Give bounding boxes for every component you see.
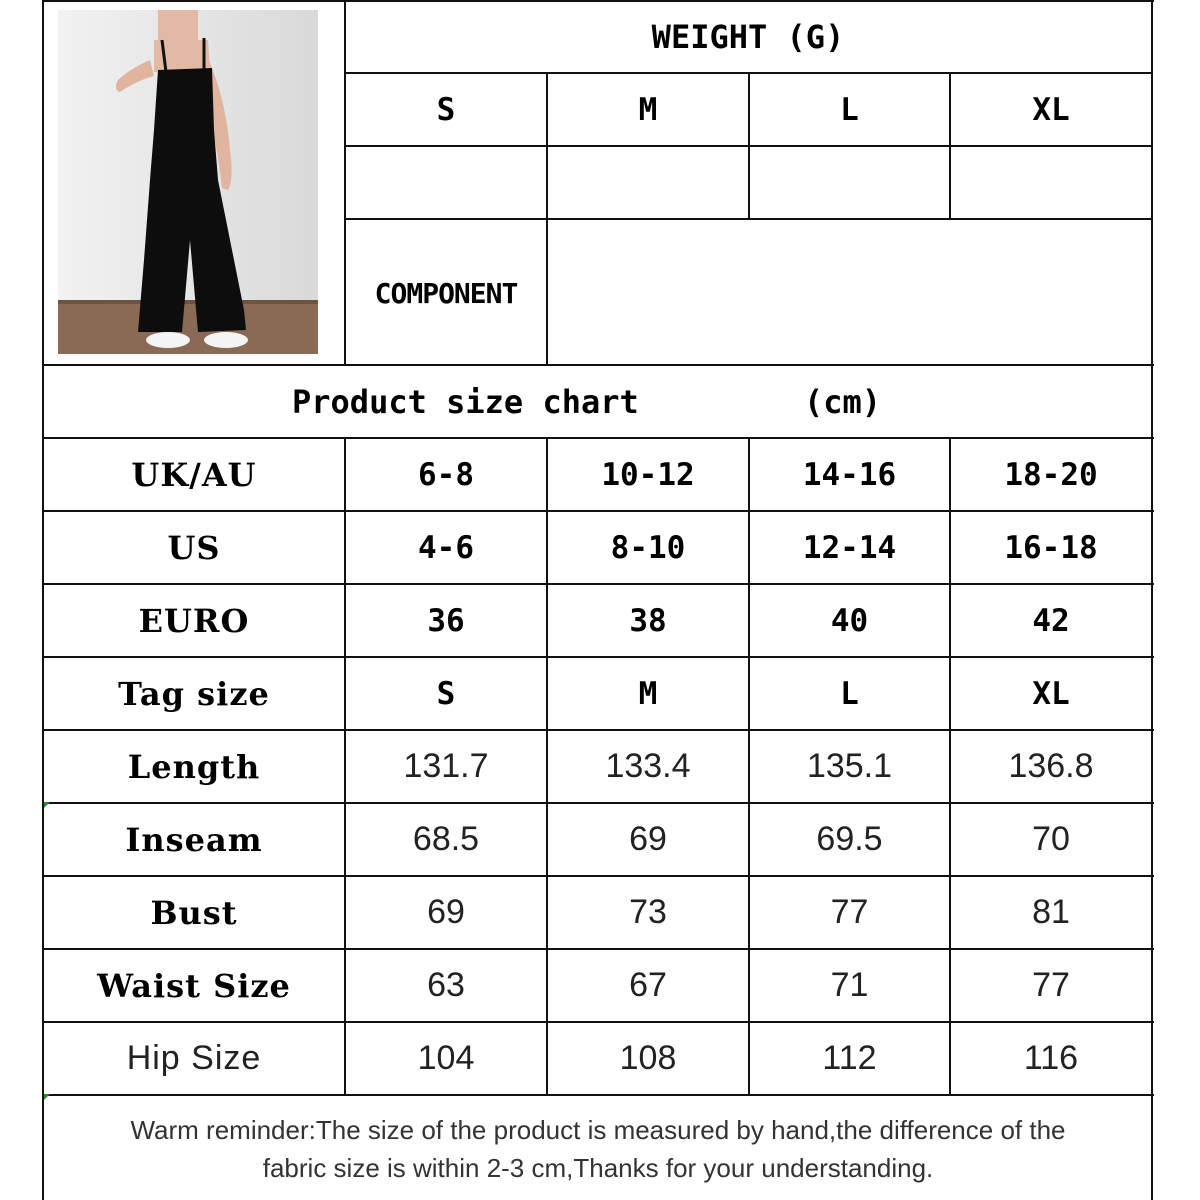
table-cell: 116 (1023, 1039, 1079, 1077)
table-cell: 73 (629, 893, 667, 931)
table-cell: 108 (619, 1039, 677, 1077)
corner-mark (44, 1094, 50, 1100)
table-cell: 14-16 (802, 456, 897, 493)
table-cell: 69 (629, 820, 667, 858)
weight-size-s: S (436, 91, 456, 128)
size-chart-unit: (cm) (804, 382, 882, 421)
row-label: Bust (150, 893, 238, 932)
table-cell: M (638, 675, 658, 712)
size-chart-table (42, 0, 1154, 1200)
row-label: Hip Size (126, 1039, 262, 1077)
size-chart-title-row (44, 366, 1151, 437)
weight-value-s (346, 147, 546, 218)
table-cell: 112 (822, 1039, 877, 1077)
weight-size-l: L (840, 91, 859, 128)
weight-value-xl (951, 147, 1151, 218)
row-label: US (167, 528, 221, 567)
table-cell: S (436, 675, 456, 712)
table-cell: 68.5 (412, 820, 480, 858)
table-cell: L (840, 675, 859, 712)
warm-reminder-line-1: Warm reminder:The size of the product is measured by hand,the difference of the (130, 1115, 1066, 1145)
table-cell: 12-14 (802, 529, 897, 566)
table-cell: 77 (830, 893, 869, 931)
table-cell: 38 (629, 602, 667, 639)
weight-size-xl: XL (1032, 91, 1070, 128)
weight-title: WEIGHT (G) (651, 18, 845, 56)
table-cell: 69.5 (816, 820, 883, 858)
table-cell: 135.1 (806, 747, 893, 785)
table-cell: 36 (427, 602, 465, 639)
table-cell: 133.4 (605, 747, 691, 785)
warm-reminder-line-2: fabric size is within 2-3 cm,Thanks for your understanding. (262, 1153, 934, 1183)
row-label: Tag size (118, 674, 270, 713)
table-cell: 136.8 (1008, 747, 1094, 785)
table-cell: 131.7 (403, 747, 489, 785)
size-chart-title: Product size chart (292, 382, 639, 421)
table-cell: 70 (1032, 820, 1070, 858)
table-cell: 67 (629, 966, 667, 1004)
table-cell: 4-6 (418, 529, 474, 566)
weight-size-m: M (638, 91, 658, 128)
component-label: COMPONENT (374, 276, 518, 310)
table-cell: 42 (1032, 602, 1070, 639)
table-cell: 69 (427, 893, 465, 931)
table-cell: 63 (427, 966, 465, 1004)
weight-value-m (548, 147, 748, 218)
table-cell: 18-20 (1004, 456, 1098, 493)
table-cell: 10-12 (601, 456, 695, 493)
weight-value-l (750, 147, 949, 218)
table-cell: 104 (417, 1039, 475, 1077)
table-cell: 16-18 (1004, 529, 1098, 566)
table-cell: 71 (830, 966, 869, 1004)
row-label: EURO (138, 601, 250, 640)
row-label: Inseam (125, 820, 263, 859)
component-value (548, 220, 1151, 366)
table-cell: 8-10 (610, 529, 686, 566)
table-cell: 77 (1032, 966, 1070, 1004)
row-label: Length (127, 747, 261, 786)
table-cell: XL (1032, 675, 1070, 712)
row-label: Waist Size (97, 966, 291, 1005)
table-cell: 40 (830, 602, 869, 639)
row-label: UK/AU (131, 455, 257, 494)
table-cell: 81 (1032, 893, 1070, 931)
corner-mark (44, 802, 50, 808)
table-cell: 6-8 (418, 456, 474, 493)
